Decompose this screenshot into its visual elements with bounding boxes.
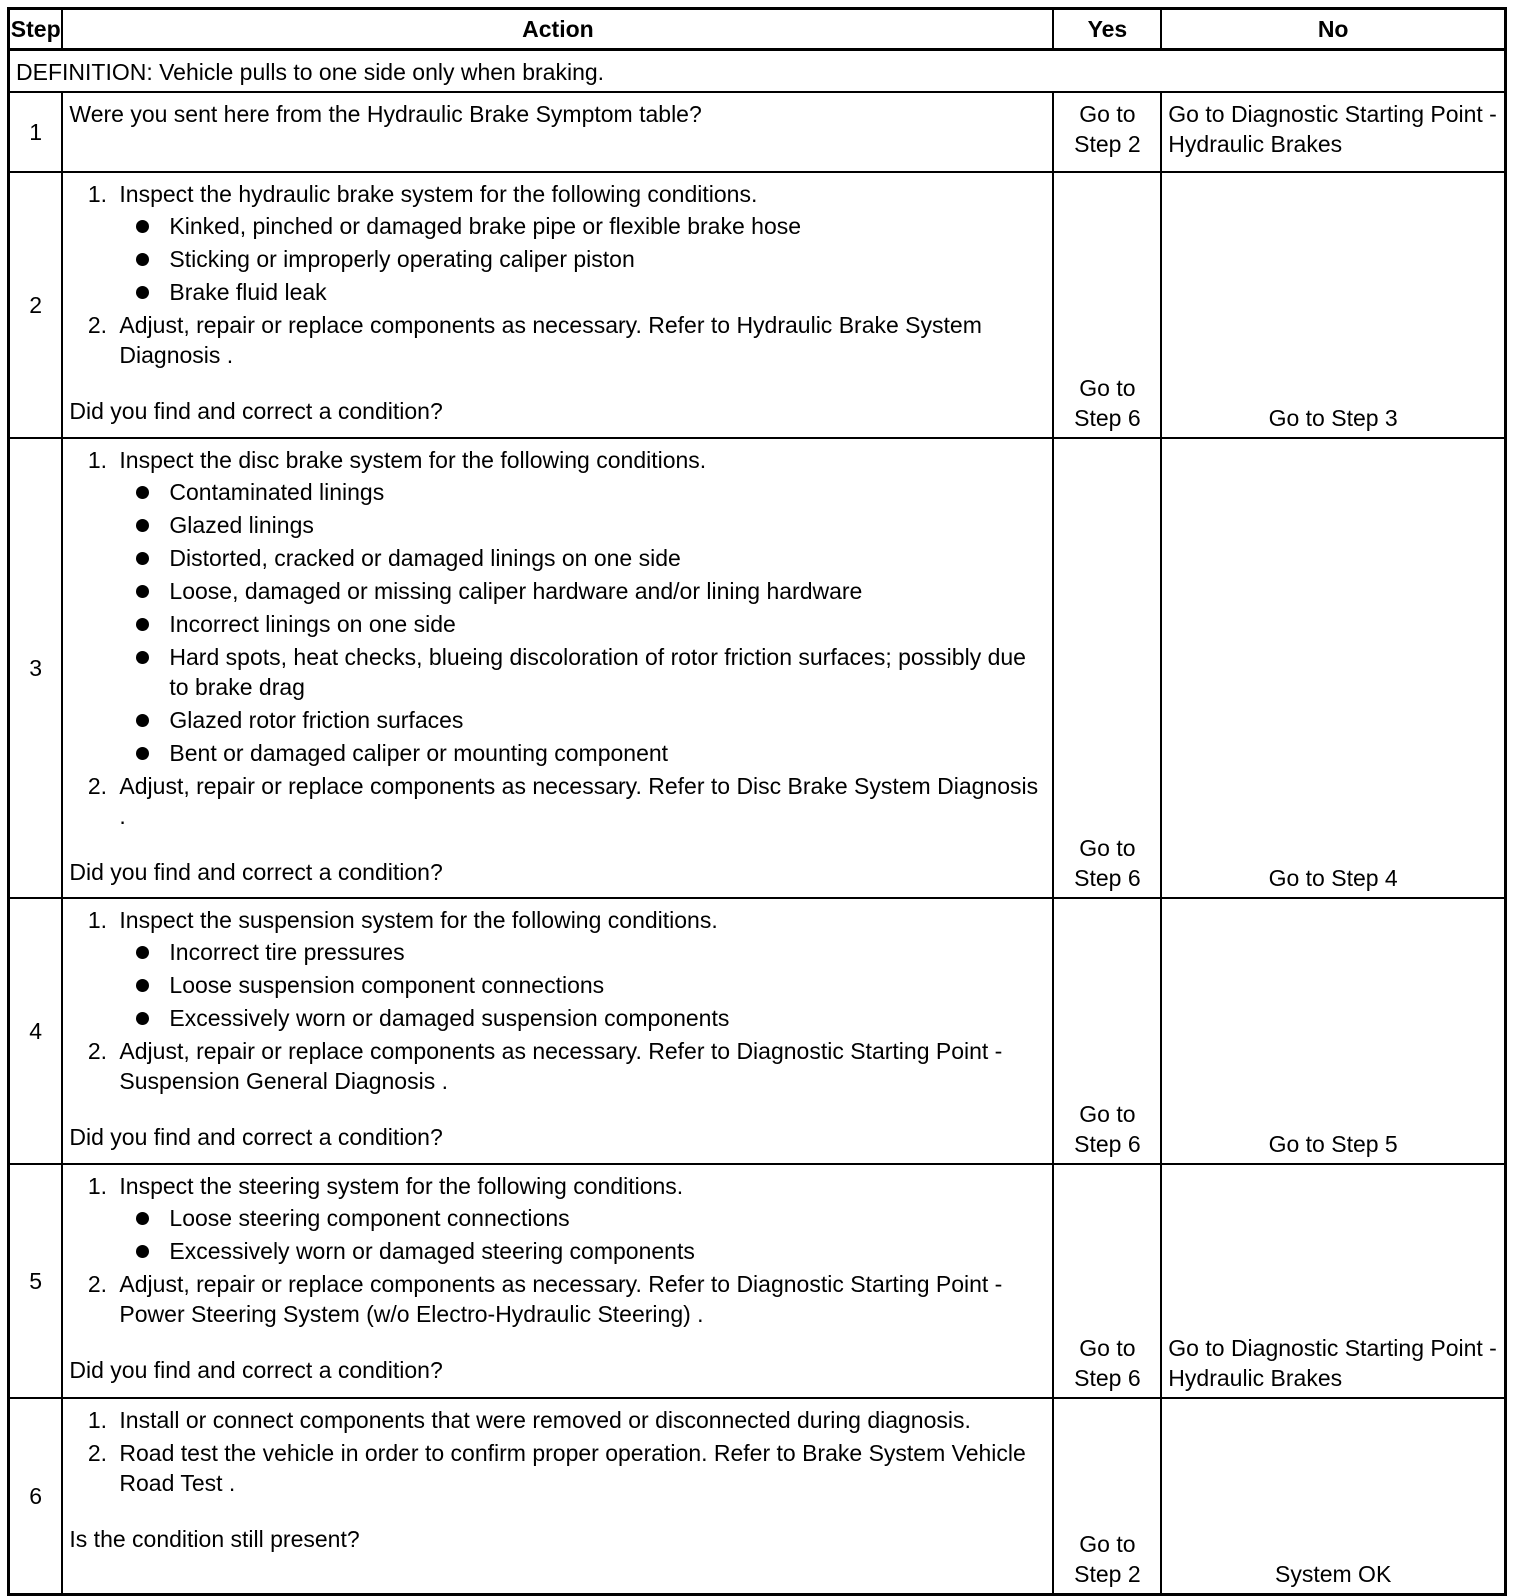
procedure-item — [113, 1036, 1046, 1096]
condition-item: Incorrect linings on one side — [119, 609, 1046, 639]
condition-list — [119, 1203, 1046, 1266]
definition-row — [9, 50, 1506, 93]
procedure-item — [113, 310, 1046, 370]
procedure-text: Adjust, repair or replace components as necessary. Refer to Diagnostic Starting Point - Suspension General Diagnosis . — [119, 1038, 1003, 1094]
step-row-2 — [9, 172, 1506, 438]
procedure-text: Road test the vehicle in order to confirm proper operation. Refer to Brake System Vehicle Road Test . — [119, 1440, 1026, 1496]
step-number: 4 — [9, 898, 63, 1164]
condition-item: Glazed rotor friction surfaces — [119, 705, 1046, 735]
condition-item: Distorted, cracked or damaged linings on one side — [119, 543, 1046, 573]
condition-item: Bent or damaged caliper or mounting component — [119, 738, 1046, 768]
no-cell: Go to Diagnostic Starting Point - Hydraulic Brakes — [1161, 92, 1505, 172]
action-cell — [62, 438, 1053, 898]
action-cell — [62, 898, 1053, 1164]
step-row-4 — [9, 898, 1506, 1164]
no-cell: Go to Step 4 — [1161, 438, 1505, 898]
procedure-list — [69, 179, 1046, 370]
no-cell: Go to Step 3 — [1161, 172, 1505, 438]
yes-cell: Go to Step 6 — [1053, 438, 1161, 898]
yes-cell: Go to Step 6 — [1053, 172, 1161, 438]
condition-list — [119, 211, 1046, 307]
procedure-list — [69, 1171, 1046, 1329]
procedure-list — [69, 445, 1046, 831]
step-number: 6 — [9, 1398, 63, 1595]
yes-cell: Go to Step 2 — [1053, 92, 1161, 172]
step-row-1 — [9, 92, 1506, 172]
condition-item: Kinked, pinched or damaged brake pipe or flexible brake hose — [119, 211, 1046, 241]
question-text: Did you find and correct a condition? — [69, 859, 443, 885]
procedure-text: Install or connect components that were removed or disconnected during diagnosis. — [119, 1407, 971, 1433]
procedure-text: Adjust, repair or replace components as necessary. Refer to Disc Brake System Diagnosis . — [119, 773, 1039, 829]
procedure-item — [113, 771, 1046, 831]
step-number: 3 — [9, 438, 63, 898]
no-cell: System OK — [1161, 1398, 1505, 1595]
step-number: 5 — [9, 1164, 63, 1398]
definition-text: DEFINITION: Vehicle pulls to one side only when braking. — [9, 50, 1506, 93]
condition-list — [119, 937, 1046, 1033]
question-text: Did you find and correct a condition? — [69, 398, 443, 424]
header-action: Action — [62, 9, 1053, 50]
procedure-text: Inspect the disc brake system for the following conditions. — [119, 447, 707, 473]
no-cell: Go to Diagnostic Starting Point - Hydraulic Brakes — [1161, 1164, 1505, 1398]
condition-item: Hard spots, heat checks, blueing discoloration of rotor friction surfaces; possibly due to brake drag — [119, 642, 1046, 702]
condition-item: Sticking or improperly operating caliper piston — [119, 244, 1046, 274]
procedure-text: Adjust, repair or replace components as necessary. Refer to Diagnostic Starting Point - Power Steering System (w/o Electro-Hydraulic Steering) . — [119, 1271, 1003, 1327]
yes-cell: Go to Step 6 — [1053, 898, 1161, 1164]
yes-cell: Go to Step 2 — [1053, 1398, 1161, 1595]
step-row-6 — [9, 1398, 1506, 1595]
header-yes: Yes — [1053, 9, 1161, 50]
procedure-item — [113, 1405, 1046, 1435]
condition-list — [119, 477, 1046, 768]
procedure-text: Inspect the hydraulic brake system for the following conditions. — [119, 181, 758, 207]
procedure-text: Inspect the steering system for the following conditions. — [119, 1173, 684, 1199]
procedure-item — [113, 179, 1046, 307]
step-number: 2 — [9, 172, 63, 438]
question-text: Is the condition still present? — [69, 1526, 360, 1552]
condition-item: Loose suspension component connections — [119, 970, 1046, 1000]
condition-item: Excessively worn or damaged suspension components — [119, 1003, 1046, 1033]
procedure-item — [113, 1269, 1046, 1329]
action-cell — [62, 1164, 1053, 1398]
procedure-item — [113, 1438, 1046, 1498]
question-text: Did you find and correct a condition? — [69, 1124, 443, 1150]
procedure-item — [113, 445, 1046, 768]
action-cell — [62, 172, 1053, 438]
condition-item: Glazed linings — [119, 510, 1046, 540]
condition-item: Incorrect tire pressures — [119, 937, 1046, 967]
procedure-list — [69, 905, 1046, 1096]
no-cell: Go to Step 5 — [1161, 898, 1505, 1164]
step-row-5 — [9, 1164, 1506, 1398]
yes-cell: Go to Step 6 — [1053, 1164, 1161, 1398]
condition-item: Brake fluid leak — [119, 277, 1046, 307]
condition-item: Contaminated linings — [119, 477, 1046, 507]
condition-item: Loose steering component connections — [119, 1203, 1046, 1233]
condition-item: Excessively worn or damaged steering components — [119, 1236, 1046, 1266]
action-cell — [62, 1398, 1053, 1595]
procedure-item — [113, 1171, 1046, 1266]
procedure-list — [69, 1405, 1046, 1498]
procedure-item — [113, 905, 1046, 1033]
step-number: 1 — [9, 92, 63, 172]
header-step: Step — [9, 9, 63, 50]
condition-item: Loose, damaged or missing caliper hardware and/or lining hardware — [119, 576, 1046, 606]
header-no: No — [1161, 9, 1505, 50]
step-row-3 — [9, 438, 1506, 898]
question-text: Were you sent here from the Hydraulic Brake Symptom table? — [69, 101, 702, 127]
procedure-text: Inspect the suspension system for the following conditions. — [119, 907, 718, 933]
action-cell — [62, 92, 1053, 172]
procedure-text: Adjust, repair or replace components as necessary. Refer to Hydraulic Brake System Diagnosis . — [119, 312, 982, 368]
question-text: Did you find and correct a condition? — [69, 1357, 443, 1383]
header-row — [9, 9, 1506, 50]
diagnostic-table — [7, 7, 1507, 1596]
